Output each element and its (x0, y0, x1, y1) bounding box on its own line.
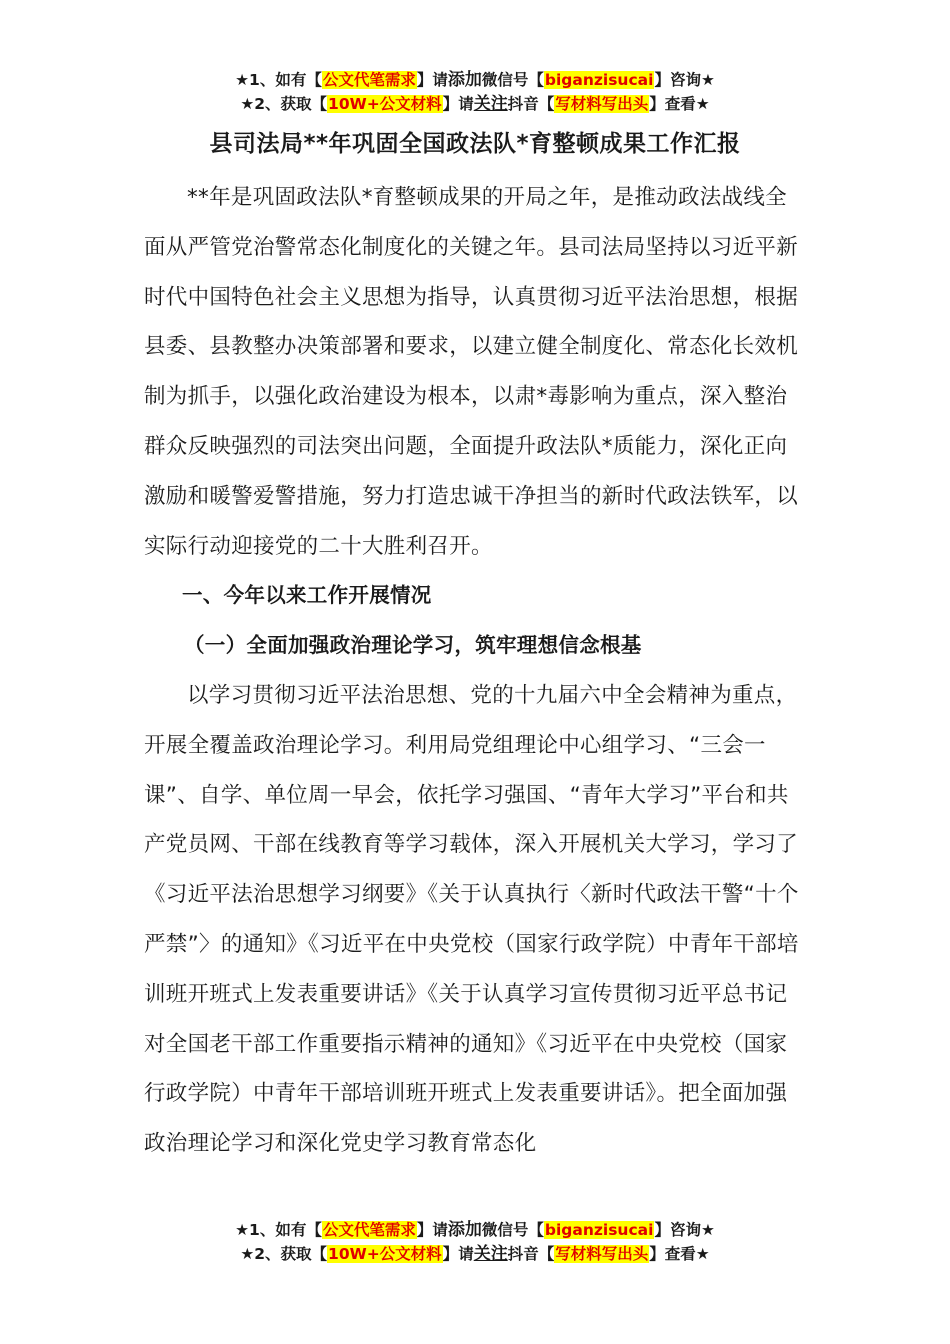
banner-text: 】查看★ (649, 1245, 710, 1263)
banner-text: 】请 (442, 1245, 474, 1263)
banner-text: 】请 (442, 95, 474, 113)
banner-emphasis: 关注 (473, 1244, 508, 1264)
section-heading: 一、今年以来工作开展情况 (182, 583, 432, 608)
subsection-heading: （一）全面加强政治理论学习，筑牢理想信念根基 (184, 633, 642, 658)
banner-highlight: 公文代笔需求 (322, 1221, 416, 1239)
banner-line-2 (0, 1242, 950, 1266)
banner-text: 微信号【 (481, 1221, 544, 1239)
banner-highlight: 写材料写出头 (555, 1245, 649, 1263)
banner-text: 】请 (416, 71, 448, 89)
footer-banner (0, 1218, 950, 1266)
banner-text: 】咨询★ (654, 71, 715, 89)
intro-paragraph: **年是巩固政法队*育整顿成果的开局之年，是推动政法战线全面从严管党治警常态化制度化的关键之年。县司法局坚持以习近平新时代中国特色社会主义思想为指导，认真贯彻习近平法治思想，根据县委、县教整办决策部署和要求，以建立健全制度化、常态化长效机制为抓手，以强化政治建设为根本，以肃*毒影响为重点，深入整治群众反映强烈的司法突出问题，全面提升政法队*质能力，深化正向激励和暖警爱警措施，努力打造忠诚干净担当的新时代政法铁军，以实际行动迎接党的二十大胜利召开。 (144, 185, 799, 559)
banner-highlight: 公文代笔需求 (322, 71, 416, 89)
banner-highlight: 写材料写出头 (555, 95, 649, 113)
body-paragraph: 以学习贯彻习近平法治思想、党的十九届六中全会精神为重点，开展全覆盖政治理论学习。利用局党组理论中心组学习、“三会一课”、自学、单位周一早会，依托学习强国、“青年大学习”平台和共产党员网、干部在线教育等学习载体，深入开展机关大学习，学习了《习近平法治思想学习纲要》《关于认真执行〈新时代政法干警“十个严禁”〉的通知》《习近平在中央党校（国家行政学院）中青年干部培训班开班式上发表重要讲话》《关于认真学习宣传贯彻习近平总书记对全国老干部工作重要指示精神的通知》《习近平在中央党校（国家行政学院）中青年干部培训班开班式上发表重要讲话》。把全面加强政治理论学习和深化党史学习教育常态化 (144, 682, 799, 1157)
banner-text: 】咨询★ (654, 1221, 715, 1239)
banner-highlight: 10W+公文材料 (328, 1245, 442, 1263)
header-banner (0, 68, 950, 116)
banner-text: ★2、获取【 (240, 1245, 328, 1263)
banner-highlight: 10W+公文材料 (328, 95, 442, 113)
document-title: 县司法局**年巩固全国政法队*育整顿成果工作汇报 (209, 131, 741, 157)
banner-line-1 (0, 68, 950, 92)
banner-text: 】查看★ (649, 95, 710, 113)
banner-emphasis: 添加 (447, 70, 482, 90)
banner-text: 微信号【 (481, 71, 544, 89)
banner-highlight: biganzisucai (544, 1221, 654, 1239)
banner-line-2 (0, 92, 950, 116)
banner-emphasis: 添加 (447, 1220, 482, 1240)
banner-text: ★1、如有【 (235, 71, 322, 89)
banner-text: 抖音【 (507, 95, 555, 113)
banner-emphasis: 关注 (473, 94, 508, 114)
banner-text: ★2、获取【 (240, 95, 328, 113)
banner-text: ★1、如有【 (235, 1221, 322, 1239)
banner-highlight: biganzisucai (544, 71, 654, 89)
banner-text: 】请 (416, 1221, 448, 1239)
document-body (144, 173, 808, 1169)
banner-text: 抖音【 (507, 1245, 555, 1263)
banner-line-1 (0, 1218, 950, 1242)
